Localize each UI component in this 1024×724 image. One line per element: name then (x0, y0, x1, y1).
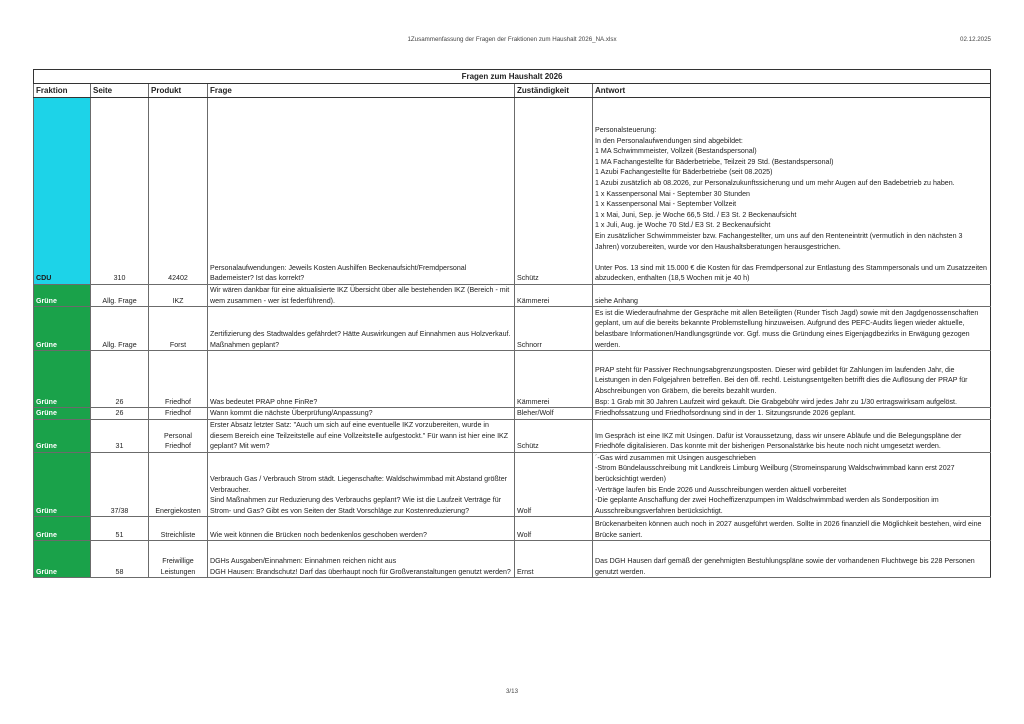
cell-zustaendigkeit: Kämmerei (515, 351, 593, 408)
cell-fraktion: Grüne (34, 419, 91, 452)
cell-antwort (593, 452, 991, 517)
table-row (34, 408, 991, 420)
cell-fraktion: CDU (34, 98, 91, 285)
answer-line: 1 MA Fachangestellte für Bäderbetriebe, Teilzeit 29 Std. (Bestandspersonal) (595, 157, 834, 166)
table-title: Fragen zum Haushalt 2026 (34, 70, 991, 84)
document-filename: 1Zusammenfassung der Fragen der Fraktionen zum Haushalt 2026_NA.xlsx (407, 36, 617, 43)
answer-line: -Verträge laufen bis Ende 2026 und Ausschreibungen werden aktuell vorbereitet (595, 485, 847, 494)
cell-seite: 310 (91, 98, 149, 285)
column-header-antwort: Antwort (593, 84, 991, 98)
cell-frage: Was bedeutet PRAP ohne FinRe? (208, 351, 515, 408)
cell-frage: Personalaufwendungen: Jeweils Kosten Aushilfen Beckenaufsicht/Fremdpersonal Bademeister? Ist das korrekt? (208, 98, 515, 285)
cell-zustaendigkeit: Ernst (515, 541, 593, 578)
answer-line: 1 x Mai, Juni, Sep. je Woche 66,5 Std. / E3 St. 2 Beckenaufsicht (595, 210, 797, 219)
answer-line: Es ist die Wiederaufnahme der Gespräche mit allen Beteiligten (Runder Tisch Jagd) sowie mit den Jagdgenossenschaften geplant, um auf die bereits bekannte Problemstellung hinzuweisen. Aufgrund des PEFC-Audits liegen wieder aktuelle, belastbare Informationen/Handlungsgründe vor. Ggf. muss die Gründung eines Eigenjagdbezirks in Erwägung gezogen werden. (595, 308, 979, 349)
cell-seite: 31 (91, 419, 149, 452)
table-row (34, 517, 991, 541)
answer-line: Friedhofssatzung und Friedhofsordnung sind in der 1. Sitzungsrunde 2026 geplant. (595, 409, 856, 418)
cell-fraktion: Grüne (34, 517, 91, 541)
answer-line: 1 Azubi Fachangestellte für Bäderbetriebe (seit 08.2025) (595, 168, 773, 177)
cell-fraktion: Grüne (34, 541, 91, 578)
answer-line: Im Gespräch ist eine IKZ mit Usingen. Dafür ist Voraussetzung, dass wir unsere Abläufe und die Belegungspläne der Friedhöfe digitalisieren. Das konnte mit der bisherigen Personalstärke bis heute noch nicht umgesetzt werden. (595, 431, 962, 451)
cell-seite: Allg. Frage (91, 307, 149, 351)
cell-fraktion: Grüne (34, 351, 91, 408)
document-date: 02.12.2025 (960, 36, 991, 43)
cell-frage: Zertifizierung des Stadtwaldes gefährdet? Hätte Auswirkungen auf Einnahmen aus Holzverkauf. Maßnahmen geplant? (208, 307, 515, 351)
cell-fraktion: Grüne (34, 452, 91, 517)
cell-seite: 58 (91, 541, 149, 578)
answer-line (595, 546, 988, 557)
answer-line: In den Personalaufwendungen sind abgebildet: (595, 136, 743, 145)
cell-produkt: Freiwillige Leistungen (149, 541, 208, 578)
table-row (34, 285, 991, 307)
cell-produkt: Energiekosten (149, 452, 208, 517)
cell-produkt: Friedhof (149, 408, 208, 420)
cell-zustaendigkeit: Wolf (515, 517, 593, 541)
answer-line: -Die geplante Anschaffung der zwei Hocheffizenzpumpen im Waldschwimmbad werden als Sonderposition im Ausschreibungsverfahren berücksichtigt. (595, 496, 939, 515)
cell-produkt: Personal Friedhof (149, 419, 208, 452)
answer-line: Das DGH Hausen darf gemäß der genehmigten Bestuhlungspläne sowie der vorhandenen Fluchtwege bis 228 Personen genutzt werden. (595, 557, 975, 576)
cell-antwort (593, 419, 991, 452)
cell-antwort (593, 98, 991, 285)
cell-frage: Erster Absatz letzter Satz: "Auch um sich auf eine eventuelle IKZ vorzubereiten, wurde in diesem Bereich eine Teilzeitstelle auf eine Vollzeitstelle aufgestockt." Für wann ist hier eine IKZ geplant? Mit wem? (208, 419, 515, 452)
cell-produkt: IKZ (149, 285, 208, 307)
cell-antwort (593, 408, 991, 420)
cell-fraktion: Grüne (34, 408, 91, 420)
cell-antwort (593, 517, 991, 541)
cell-seite: 26 (91, 351, 149, 408)
cell-produkt: 42402 (149, 98, 208, 285)
answer-line: Bsp: 1 Grab mit 30 Jahren Laufzeit wird gekauft. Die Grabgebühr wird jedes Jahr zu 1/30 ertragswirksam aufgelöst. (595, 397, 957, 406)
cell-zustaendigkeit: Bleher/Wolf (515, 408, 593, 420)
answer-line: 1 x Kassenpersonal Mai - September 30 Stunden (595, 189, 750, 198)
cell-antwort (593, 541, 991, 578)
answer-line: siehe Anhang (595, 296, 638, 305)
cell-frage: DGHs Ausgaben/Einnahmen: Einnahmen reichen nicht aus DGH Hausen: Brandschutz! Darf das überhaupt noch für Großveranstaltungen genutzt werden? (208, 541, 515, 578)
cell-fraktion: Grüne (34, 285, 91, 307)
cell-fraktion: Grüne (34, 307, 91, 351)
table-row (34, 452, 991, 517)
table-body (34, 98, 991, 578)
answer-line: 1 x Kassenpersonal Mai - September Vollzeit (595, 200, 737, 209)
column-header-produkt: Produkt (149, 84, 208, 98)
answer-line: PRAP steht für Passiver Rechnungsabgrenzungsposten. Dieser wird gebildet für Zahlungen im laufenden Jahr, die Leistungen in den Folgejahren betreffen. Bei den öff. rechtl. Leistungsentgelten betrifft dies die Auflösung der PRAP für Abschreibungen von Gräbern, die bereits bezahlt wurden. (595, 365, 968, 395)
table-row (34, 307, 991, 351)
page-number: 3/13 (505, 688, 519, 695)
cell-antwort (593, 307, 991, 351)
answer-line: Unter Pos. 13 sind mit 15.000 € die Kosten für das Fremdpersonal zur Entlastung des Stammpersonals und um Zusatzzeiten abzudecken, enthalten (18,5 Wochen mit je 40 h) (595, 263, 987, 283)
questions-table (33, 69, 991, 578)
cell-antwort (593, 351, 991, 408)
table-row (34, 98, 991, 285)
cell-seite: 51 (91, 517, 149, 541)
answer-line: 1 x Juli, Aug. je Woche 70 Std./ E3 St. 2 Beckenaufsicht (595, 221, 771, 230)
answer-line (595, 252, 988, 263)
answer-line: 1 Azubi zusätzlich ab 08.2026, zur Personalzukunftssicherung und um mehr Augen auf den Badebetrieb zu haben. (595, 179, 955, 188)
answer-line: -Strom Bündelausschreibung mit Landkreis Limburg Weilburg (Stromeinsparung Waldschwimmbad kann erst 2027 berücksichtigt werden) (595, 464, 955, 483)
cell-seite: Allg. Frage (91, 285, 149, 307)
answer-line: Brückenarbeiten können auch noch in 2027 ausgeführt werden. Sollte in 2026 finanziell die Möglichkeit bestehen, wird eine Brücke saniert. (595, 520, 982, 539)
cell-zustaendigkeit: Schütz (515, 419, 593, 452)
cell-frage: Wann kommt die nächste Überprüfung/Anpassung? (208, 408, 515, 420)
column-header-frage: Frage (208, 84, 515, 98)
cell-frage: Wie weit können die Brücken noch bedenkenlos geschoben werden? (208, 517, 515, 541)
table-row (34, 541, 991, 578)
column-header-seite: Seite (91, 84, 149, 98)
cell-zustaendigkeit: Schnorr (515, 307, 593, 351)
cell-zustaendigkeit: Kämmerei (515, 285, 593, 307)
cell-zustaendigkeit: Schütz (515, 98, 593, 285)
column-header-fraktion: Fraktion (34, 84, 91, 98)
cell-seite: 37/38 (91, 452, 149, 517)
table-row (34, 351, 991, 408)
cell-produkt: Friedhof (149, 351, 208, 408)
cell-produkt: Streichliste (149, 517, 208, 541)
table-row (34, 419, 991, 452)
answer-line: ´-Gas wird zusammen mit Usingen ausgeschrieben (595, 453, 756, 462)
cell-frage: Verbrauch Gas / Verbrauch Strom städt. Liegenschafte: Waldschwimmbad mit Abstand größter Verbraucher. Sind Maßnahmen zur Reduzierung des Verbrauchs geplant? Wie ist die Laufzeit Verträge für Strom- und Gas? Gibt es von Seiten der Stadt Vorschläge zur Kostenreduzierung? (208, 452, 515, 517)
cell-seite: 26 (91, 408, 149, 420)
answer-line: Ein zusätzlicher Schwimmmeister bzw. Fachangestellter, um uns auf den Renteneintritt (vermutlich in den nächsten 3 Jahren) vorzubereiten, wurde vor den Haushaltsberatungen herausgestrichen. (595, 232, 963, 251)
answer-line: Personalsteuerung: (595, 126, 657, 135)
answer-line: 1 MA Schwimmmeister, Vollzeit (Bestandspersonal) (595, 147, 757, 156)
cell-antwort (593, 285, 991, 307)
cell-frage: Wir wären dankbar für eine aktualisierte IKZ Übersicht über alle bestehenden IKZ (Bereich - mit wem zusammen - wer ist federführend). (208, 285, 515, 307)
cell-zustaendigkeit: Wolf (515, 452, 593, 517)
cell-produkt: Forst (149, 307, 208, 351)
column-header-zustaendigkeit: Zuständigkeit (515, 84, 593, 98)
